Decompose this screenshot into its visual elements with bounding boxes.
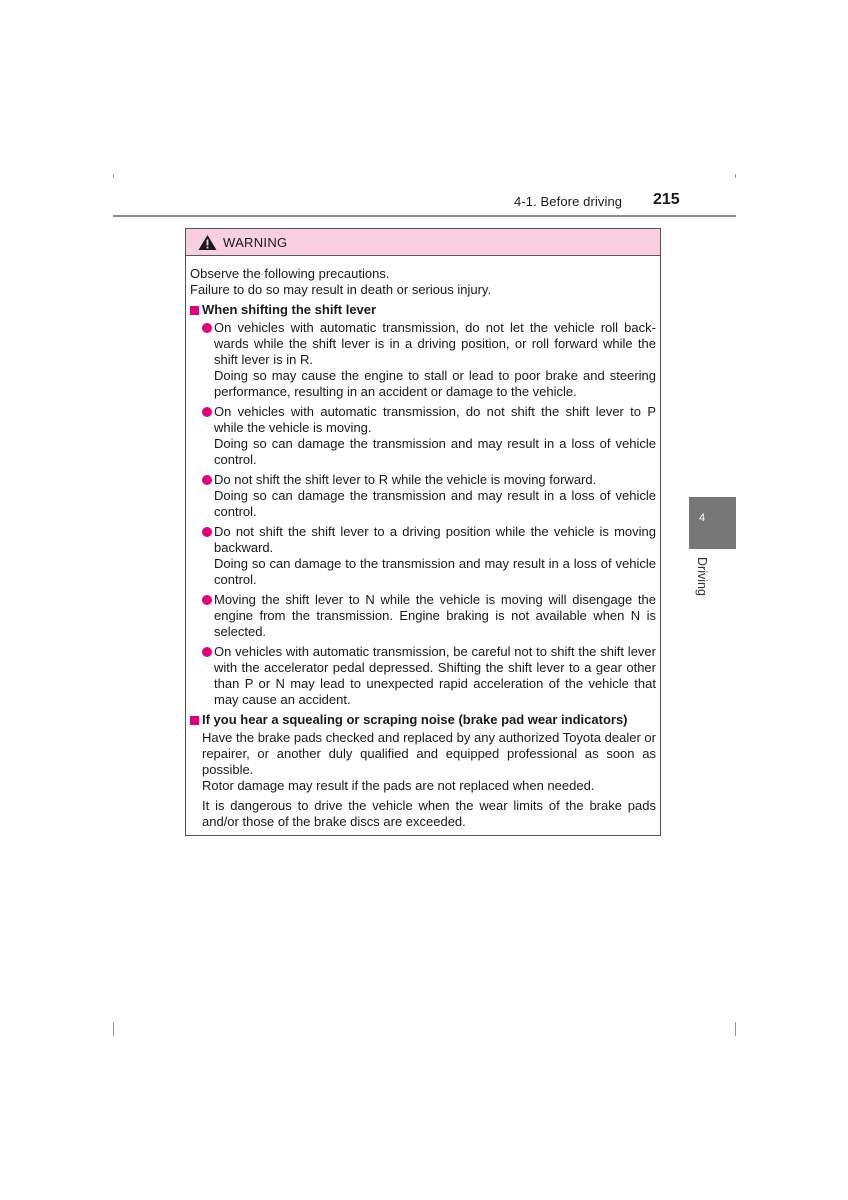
list-item	[190, 472, 656, 520]
circle-bullet-icon	[202, 407, 212, 417]
warning-header	[186, 229, 660, 256]
intro-line: Observe the following precautions.	[190, 266, 390, 281]
list-item-detail: Doing so can damage the transmission and may result in a loss of vehicle control.	[214, 488, 656, 519]
section-heading-text: If you hear a squealing or scraping noise (brake pad wear indicators)	[202, 712, 628, 727]
list-item-detail: Doing so can damage the transmission and may result in a loss of vehicle control.	[214, 436, 656, 467]
list-item-detail: Doing so may cause the engine to stall or lead to poor brake and steering performance, resulting in an accident or damage to the vehicle.	[214, 368, 656, 399]
list-item	[190, 524, 656, 588]
chapter-title: Driving	[695, 557, 709, 596]
warning-box	[185, 228, 661, 836]
section-heading	[190, 302, 656, 318]
square-bullet-icon	[190, 306, 199, 315]
list-item-text: On vehicles with automatic transmission, do not let the vehicle roll backwards while the shift lever is in a driving position, or roll forward while the shift lever is in R.	[214, 320, 656, 367]
section-paragraph: It is dangerous to drive the vehicle when the wear limits of the brake pads and/or those of the brake discs are exceeded.	[202, 798, 656, 829]
section-paragraph: Have the brake pads checked and replaced by any authorized Toyota dealer or repairer, or another duly qualified and equipped professional as soon as possible.	[202, 730, 656, 777]
warning-triangle-icon	[198, 234, 217, 251]
section-heading-text: When shifting the shift lever	[202, 302, 377, 317]
crop-mark	[113, 1022, 114, 1036]
crop-mark	[113, 174, 114, 178]
intro-line: Failure to do so may result in death or serious injury.	[190, 282, 492, 297]
list-item	[190, 592, 656, 640]
section-heading	[190, 712, 656, 728]
crop-mark	[735, 174, 736, 178]
list-item-detail: Doing so can damage to the transmission and may result in a loss of vehicle control.	[214, 556, 656, 587]
circle-bullet-icon	[202, 595, 212, 605]
list-item-text: On vehicles with automatic transmission, do not shift the shift lever to P while the vehicle is moving.	[214, 404, 656, 435]
warning-body	[186, 256, 660, 830]
list-item	[190, 644, 656, 708]
square-bullet-icon	[190, 716, 199, 725]
circle-bullet-icon	[202, 323, 212, 333]
list-item	[190, 404, 656, 468]
crop-mark	[735, 1022, 736, 1036]
circle-bullet-icon	[202, 475, 212, 485]
list-item	[190, 320, 656, 400]
section-paragraph: Rotor damage may result if the pads are not replaced when needed.	[202, 778, 595, 793]
list-item-text: Do not shift the shift lever to R while the vehicle is moving forward.	[214, 472, 597, 487]
list-item-text: Do not shift the shift lever to a driving position while the vehicle is moving backward.	[214, 524, 656, 555]
header-divider	[113, 215, 736, 217]
list-item-text: Moving the shift lever to N while the vehicle is moving will disengage the engine from the transmission. Engine braking is not available when N is selected.	[214, 592, 656, 639]
warning-title: WARNING	[223, 234, 288, 250]
chapter-tab[interactable]	[689, 497, 736, 549]
circle-bullet-icon	[202, 647, 212, 657]
page-number: 215	[653, 191, 680, 208]
circle-bullet-icon	[202, 527, 212, 537]
chapter-number: 4	[699, 512, 706, 524]
running-header-section-title: 4-1. Before driving	[514, 194, 623, 209]
list-item-text: On vehicles with automatic transmission, be careful not to shift the shift lever with the accelerator pedal depressed. Shifting the shift lever to a gear other than P or N may lead to unexpected rapid acceleration of the vehicle that may cause an accident.	[214, 644, 656, 707]
